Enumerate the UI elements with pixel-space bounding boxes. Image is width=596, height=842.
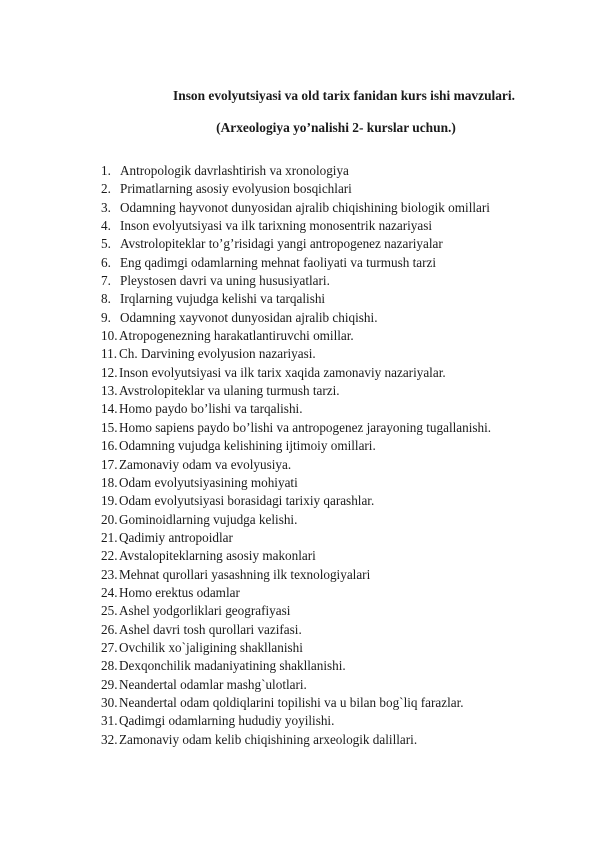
topic-number: 30. <box>101 694 118 710</box>
topic-item <box>0 731 596 749</box>
topic-item <box>0 547 596 565</box>
document-subtitle: (Arxeologiya yo’nalishi 2- kurslar uchun.) <box>216 120 456 135</box>
topic-item <box>0 364 596 382</box>
topic-text: Ovchilik xo`jaligining shakllanishi <box>119 639 303 655</box>
topic-item <box>0 309 596 327</box>
topic-item <box>0 180 596 198</box>
topic-number: 23. <box>101 566 118 582</box>
topic-number: 3. <box>101 199 111 215</box>
topic-number: 25. <box>101 603 118 619</box>
topic-item <box>0 676 596 694</box>
topic-item <box>0 566 596 584</box>
topic-text: Zamonaviy odam kelib chiqishining arxeologik dalillari. <box>119 731 418 747</box>
topic-item <box>0 511 596 529</box>
topic-item <box>0 474 596 492</box>
topic-item <box>0 199 596 217</box>
topic-number: 12. <box>101 364 118 380</box>
topic-text: Inson evolyutsiyasi va ilk tarixning monosentrik nazariyasi <box>120 218 433 234</box>
topic-list <box>0 162 596 749</box>
topic-number: 13. <box>101 383 118 399</box>
topic-text: Dexqonchilik madaniyatining shakllanishi. <box>119 658 346 674</box>
topic-number: 27. <box>101 639 118 655</box>
topic-number: 24. <box>101 584 118 600</box>
topic-item <box>0 584 596 602</box>
topic-text: Homo erektus odamlar <box>119 584 240 600</box>
topic-text: Avstalopiteklarning asosiy makonlari <box>119 548 316 564</box>
topic-number: 17. <box>101 456 118 472</box>
topic-number: 11. <box>101 346 117 362</box>
topic-text: Qadimgi odamlarning hududiy yoyilishi. <box>119 713 335 729</box>
topic-number: 19. <box>101 493 118 509</box>
topic-item <box>0 272 596 290</box>
topic-number: 16. <box>101 438 118 454</box>
topic-number: 20. <box>101 511 118 527</box>
topic-number: 15. <box>101 419 118 435</box>
topic-item <box>0 290 596 308</box>
topic-item <box>0 419 596 437</box>
topic-item <box>0 254 596 272</box>
topic-text: Eng qadimgi odamlarning mehnat faoliyati va turmush tarzi <box>120 254 437 270</box>
topic-item <box>0 327 596 345</box>
topic-text: Gominoidlarning vujudga kelishi. <box>119 511 298 527</box>
topic-text: Ch. Darvining evolyusion nazariyasi. <box>119 346 316 362</box>
topic-number: 21. <box>101 529 118 545</box>
topic-text: Odamning xayvonot dunyosidan ajralib chiqishi. <box>120 309 378 325</box>
topic-text: Odamning hayvonot dunyosidan ajralib chiqishining biologik omillari <box>120 199 490 215</box>
topic-text: Neandertal odamlar mashg`ulotlari. <box>119 676 307 692</box>
topic-text: Zamonaviy odam va evolyusiya. <box>119 456 292 472</box>
topic-text: Pleystosen davri va uning hususiyatlari. <box>120 273 330 289</box>
topic-text: Primatlarning asosiy evolyusion bosqichlari <box>120 181 352 197</box>
topic-item <box>0 712 596 730</box>
topic-number: 5. <box>101 236 111 252</box>
topic-item <box>0 602 596 620</box>
topic-item <box>0 639 596 657</box>
topic-text: Inson evolyutsiyasi va ilk tarix xaqida zamonaviy nazariyalar. <box>119 364 446 380</box>
topic-item <box>0 162 596 180</box>
topic-text: Mehnat qurollari yasashning ilk texnologiyalari <box>119 566 371 582</box>
topic-number: 2. <box>101 181 111 197</box>
topic-item <box>0 437 596 455</box>
topic-number: 1. <box>101 163 111 178</box>
topic-text: Neandertal odam qoldiqlarini topilishi va u bilan bog`liq farazlar. <box>119 694 464 710</box>
topic-text: Homo sapiens paydo bo’lishi va antropogenez jarayoning tugallanishi. <box>119 419 492 435</box>
topic-number: 4. <box>101 218 111 234</box>
document-title: Inson evolyutsiyasi va old tarix fanidan kurs ishi mavzulari. <box>173 88 515 103</box>
topic-text: Odamning vujudga kelishining ijtimoiy omillari. <box>119 438 376 454</box>
topic-number: 6. <box>101 254 111 270</box>
topic-number: 31. <box>101 713 118 729</box>
topic-number: 32. <box>101 731 118 747</box>
topic-item <box>0 382 596 400</box>
topic-text: Antropologik davrlashtirish va xronologiya <box>120 163 349 178</box>
topic-number: 7. <box>101 273 111 289</box>
topic-item <box>0 492 596 510</box>
topic-item <box>0 621 596 639</box>
topic-number: 26. <box>101 621 118 637</box>
topic-text: Avstrolopiteklar to’g’risidagi yangi antropogenez nazariyalar <box>120 236 443 252</box>
topic-text: Homo paydo bo’lishi va tarqalishi. <box>119 401 303 417</box>
topic-item <box>0 235 596 253</box>
topic-item <box>0 400 596 418</box>
topic-number: 8. <box>101 291 111 307</box>
topic-number: 18. <box>101 474 118 490</box>
topic-text: Atropogenezning harakatlantiruvchi omillar. <box>119 328 354 344</box>
topic-number: 22. <box>101 548 118 564</box>
topic-number: 9. <box>101 309 111 325</box>
topic-text: Ashel davri tosh qurollari vazifasi. <box>119 621 302 637</box>
topic-text: Avstrolopiteklar va ulaning turmush tarzi. <box>119 383 340 399</box>
topic-item <box>0 694 596 712</box>
topic-item <box>0 345 596 363</box>
topic-item <box>0 657 596 675</box>
topic-number: 14. <box>101 401 118 417</box>
topic-text: Odam evolyutsiyasining mohiyati <box>119 474 298 490</box>
topic-text: Odam evolyutsiyasi borasidagi tarixiy qarashlar. <box>119 493 375 509</box>
topic-item <box>0 217 596 235</box>
topic-number: 10. <box>101 328 118 344</box>
topic-text: Irqlarning vujudga kelishi va tarqalishi <box>120 291 326 307</box>
topic-text: Ashel yodgorliklari geografiyasi <box>119 603 291 619</box>
topic-number: 29. <box>101 676 118 692</box>
topic-number: 28. <box>101 658 118 674</box>
topic-item <box>0 456 596 474</box>
topic-item <box>0 529 596 547</box>
topic-text: Qadimiy antropoidlar <box>119 529 233 545</box>
